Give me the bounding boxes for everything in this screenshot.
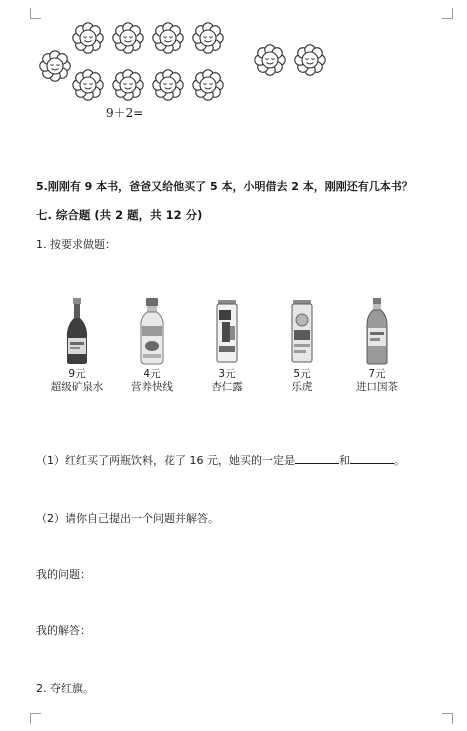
page-corner-mark (442, 8, 453, 19)
page-corner-mark (30, 8, 41, 19)
equation: 9＋2= (106, 106, 144, 120)
page-corner-mark (442, 713, 453, 724)
bottle-icon (362, 296, 392, 366)
flower-icon (293, 43, 327, 77)
question-5: 5.刚刚有 9 本书，爸爸又给他买了 5 本，小明借去 2 本，刚刚还有几本书？ (36, 180, 413, 193)
product-name: 乐虎 (291, 381, 313, 393)
flower-icon (71, 68, 105, 102)
sub-question-1-text: （1）红红买了两瓶饮料，花了 16 元，她买的一定是 (36, 454, 295, 467)
flower-icon (191, 68, 225, 102)
flower-icon (191, 21, 225, 55)
can-icon (287, 296, 317, 366)
bottle-icon (62, 296, 92, 366)
page-corner-mark (30, 713, 41, 724)
question-1-title: 1. 按要求做题： (36, 238, 116, 251)
flower-icon (38, 49, 72, 83)
sub-question-1-end: 。 (394, 454, 405, 467)
my-answer-label: 我的解答： (36, 624, 91, 637)
product-item (262, 296, 342, 394)
my-question-label: 我的问题： (36, 568, 91, 581)
product-price: 3元 (218, 368, 236, 380)
question-2-title: 2. 夺红旗。 (36, 682, 94, 695)
product-price: 7元 (368, 368, 386, 380)
product-price: 4元 (143, 368, 161, 380)
product-price: 9元 (68, 368, 86, 380)
product-item (37, 296, 117, 394)
flower-icon (151, 68, 185, 102)
product-name: 杏仁露 (211, 381, 243, 393)
product-name: 进口国茶 (356, 381, 398, 393)
flower-icon (111, 68, 145, 102)
sub-question-1 (36, 452, 405, 468)
product-price: 5元 (293, 368, 311, 380)
sub-question-1-and: 和 (339, 454, 350, 467)
answer-blank[interactable] (350, 453, 394, 464)
product-item (112, 296, 192, 394)
flower-icon (253, 43, 287, 77)
product-name: 营养快线 (131, 381, 173, 393)
flower-icon (71, 21, 105, 55)
sub-question-2: （2）请你自己提出一个问题并解答。 (36, 512, 219, 525)
product-item (337, 296, 417, 394)
section-title: 七. 综合题 (共 2 题，共 12 分) (36, 208, 203, 222)
product-name: 超级矿泉水 (50, 381, 104, 393)
flower-icon (111, 21, 145, 55)
flower-icon (151, 21, 185, 55)
yogurt-bottle-icon (137, 296, 167, 366)
answer-blank[interactable] (295, 453, 339, 464)
can-icon (212, 296, 242, 366)
product-item (187, 296, 267, 394)
